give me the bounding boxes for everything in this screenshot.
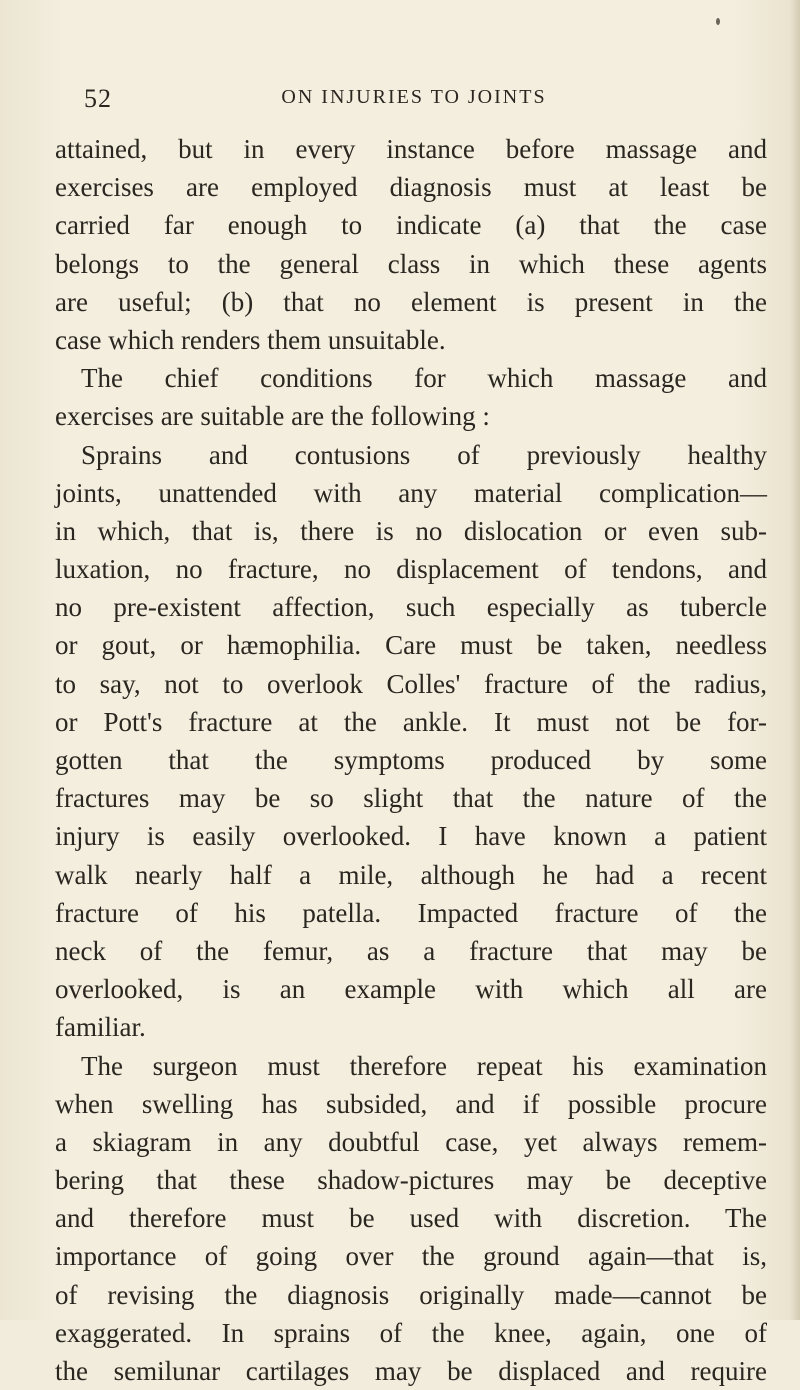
- text-line: and therefore must be used with discretion. The: [55, 1203, 767, 1234]
- text-line: overlooked, is an example with which all are: [55, 974, 767, 1005]
- page-edge-shadow: [790, 0, 800, 1320]
- text-line: are useful; (b) that no element is present in the: [55, 286, 767, 317]
- text-line: gotten that the symptoms produced by some: [55, 745, 767, 775]
- text-line: or gout, or hæmophilia. Care must be taken, needless: [55, 630, 767, 661]
- text-line: fractures may be so slight that the nature of the: [55, 783, 767, 814]
- text-line: exercises are suitable are the following :: [55, 401, 490, 432]
- text-line: attained, but in every instance before massage and: [55, 134, 767, 164]
- text-line: joints, unattended with any material complication—: [55, 477, 767, 508]
- text-line: no pre-existent affection, such especially as tubercle: [55, 592, 767, 623]
- page-number: 52: [84, 84, 112, 113]
- text-line: The surgeon must therefore repeat his examination: [81, 1050, 767, 1081]
- text-line: belongs to the general class in which these agents: [55, 248, 767, 279]
- text-line: familiar.: [55, 1012, 146, 1043]
- text-line: to say, not to overlook Colles' fracture of the radius,: [55, 668, 767, 699]
- text-line: The chief conditions for which massage and: [81, 363, 767, 394]
- text-line: exaggerated. In sprains of the knee, again, one of: [55, 1317, 767, 1348]
- text-line: or Pott's fracture at the ankle. It must not be for-: [55, 706, 767, 737]
- text-line: injury is easily overlooked. I have known a patient: [55, 821, 767, 852]
- page-header: [84, 84, 744, 114]
- text-line: the semilunar cartilages may be displaced and require: [55, 1356, 767, 1386]
- text-line: a skiagram in any doubtful case, yet always remem-: [55, 1126, 767, 1157]
- text-line: luxation, no fracture, no displacement of tendons, and: [55, 554, 767, 585]
- text-line: when swelling has subsided, and if possible procure: [55, 1088, 767, 1119]
- text-line: neck of the femur, as a fracture that may be: [55, 935, 767, 966]
- text-line: Sprains and contusions of previously healthy: [81, 439, 767, 470]
- body-text: [55, 130, 767, 1390]
- text-line: fracture of his patella. Impacted fracture of the: [55, 897, 767, 928]
- running-title: ON INJURIES TO JOINTS: [281, 86, 547, 108]
- text-line: walk nearly half a mile, although he had a recent: [55, 859, 767, 890]
- text-line: exercises are employed diagnosis must at least be: [55, 172, 767, 203]
- text-line: case which renders them unsuitable.: [55, 324, 446, 355]
- ink-speck: [716, 18, 720, 25]
- text-line: importance of going over the ground again—that is,: [55, 1241, 767, 1272]
- text-line: in which, that is, there is no dislocation or even sub-: [55, 515, 767, 546]
- text-line: of revising the diagnosis originally made—cannot be: [55, 1279, 767, 1310]
- text-line: carried far enough to indicate (a) that the case: [55, 210, 767, 241]
- text-line: bering that these shadow-pictures may be deceptive: [55, 1165, 767, 1196]
